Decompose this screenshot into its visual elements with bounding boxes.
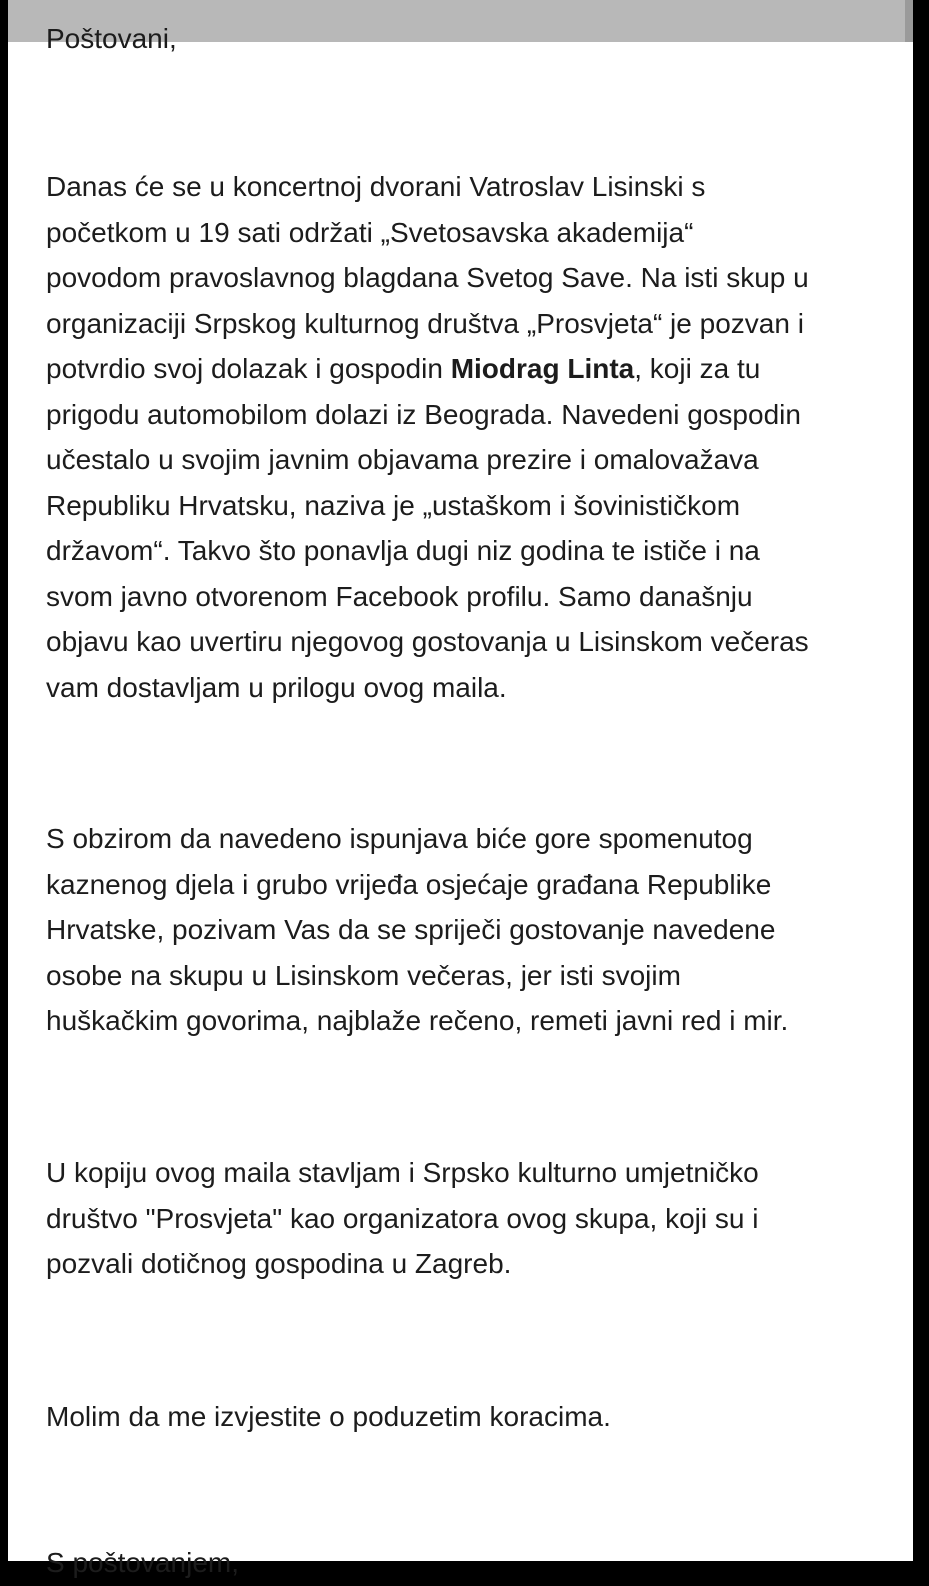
text-line: organizaciji Srpskog kulturnog društva „Prosvjeta“ je pozvan i (46, 307, 804, 339)
text-line: prigodu automobilom dolazi iz Beograda. Navedeni gospodin (46, 398, 801, 430)
email-closing: S poštovanjem, (46, 1547, 239, 1578)
text-line: društvo "Prosvjeta" kao organizatora ovog skupa, koji su i (46, 1202, 759, 1234)
person-name: Miodrag Linta (450, 353, 635, 384)
email-paragraph-1 (46, 164, 809, 710)
email-paragraph-4 (46, 1394, 611, 1440)
text-line: Molim da me izvjestite o poduzetim koracima. (46, 1401, 611, 1432)
text-line: povodom pravoslavnog blagdana Svetog Save. Na isti skup u (46, 262, 809, 293)
text-line: početkom u 19 sati održati „Svetosavska akademija“ (46, 216, 694, 248)
text-line: osobe na skupu u Lisinskom večeras, jer isti svojim (46, 959, 681, 991)
email-salutation: Poštovani, (46, 23, 177, 54)
text-line: vam dostavljam u prilogu ovog maila. (46, 671, 507, 703)
text-line: kaznenog djela i grubo vrijeđa osjećaje građana Republike (46, 868, 772, 900)
text-line: Danas će se u koncertnoj dvorani Vatroslav Lisinski s (46, 171, 706, 202)
text-line: Republiku Hrvatsku, naziva je „ustaškom i šovinističkom (46, 489, 741, 521)
text-line: U kopiju ovog maila stavljam i Srpsko kulturno umjetničko (46, 1157, 759, 1188)
text-line: huškačkim govorima, najblaže rečeno, remeti javni red i mir. (46, 1005, 789, 1036)
text-line: pozvali dotičnog gospodina u Zagreb. (46, 1248, 512, 1279)
email-screen (8, 0, 913, 1578)
text-line: učestalo u svojim javnim objavama prezire i omalovažava (46, 444, 759, 475)
email-paragraph-3 (46, 1150, 759, 1287)
scrollbar-edge[interactable] (905, 0, 913, 42)
email-paragraph-2 (46, 816, 788, 1044)
text-line: državom“. Takvo što ponavlja dugi niz godina te ističe i na (46, 535, 760, 566)
text-segment: , koji za tu (634, 353, 761, 384)
text-line: S obzirom da navedeno ispunjava biće gore spomenutog (46, 823, 753, 854)
text-line: objavu kao uvertiru njegovog gostovanja u Lisinskom večeras (46, 626, 809, 657)
text-line: svom javno otvorenom Facebook profilu. Samo današnju (46, 580, 753, 612)
text-segment: potvrdio svoj dolazak i gospodin (46, 353, 451, 384)
text-line: Hrvatske, pozivam Vas da se spriječi gostovanje navedene (46, 914, 776, 945)
text-line (46, 346, 809, 392)
